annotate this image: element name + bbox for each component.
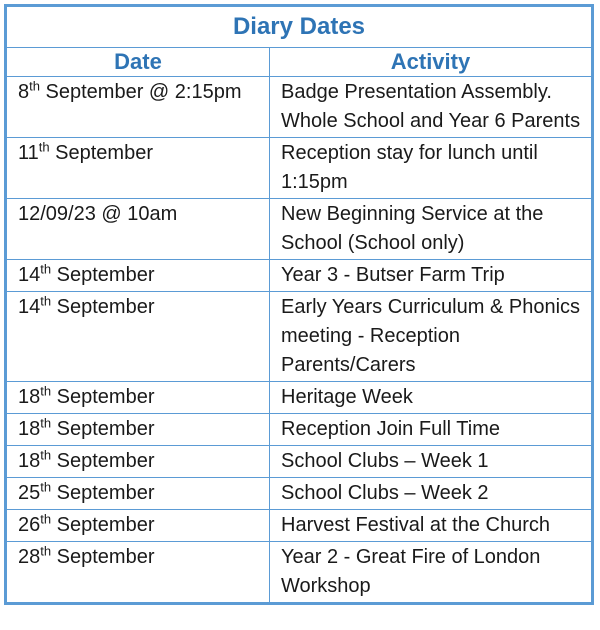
- date-text: September: [51, 386, 155, 408]
- date-cell: [7, 414, 270, 446]
- date-day: 26: [18, 514, 41, 536]
- date-text: September @ 2:15pm: [39, 81, 242, 103]
- date-ordinal-suffix: th: [40, 261, 52, 277]
- activity-cell: Badge Presentation Assembly. Whole School and Year 6 Parents: [270, 77, 592, 138]
- table-row: [7, 260, 592, 292]
- date-cell: [7, 446, 270, 478]
- table-row: [7, 414, 592, 446]
- date-ordinal-suffix: th: [40, 293, 52, 309]
- table-title: Diary Dates: [7, 7, 592, 48]
- activity-cell: Heritage Week: [270, 382, 592, 414]
- date-text: September: [49, 142, 153, 164]
- date-day: 11: [18, 142, 39, 164]
- table-row: [7, 542, 592, 603]
- date-day: 28: [18, 546, 41, 568]
- date-ordinal-suffix: th: [40, 511, 52, 527]
- date-day: 8: [18, 81, 30, 103]
- table-row: [7, 382, 592, 414]
- date-ordinal-suffix: th: [40, 479, 52, 495]
- date-cell: [7, 77, 270, 138]
- date-text: September: [51, 482, 155, 504]
- date-cell: [7, 510, 270, 542]
- date-text: September: [51, 296, 155, 318]
- activity-cell: Year 3 - Butser Farm Trip: [270, 260, 592, 292]
- date-ordinal-suffix: th: [40, 415, 52, 431]
- date-day: 14: [18, 296, 41, 318]
- column-header-activity: Activity: [270, 48, 592, 77]
- date-cell: [7, 292, 270, 382]
- table-row: [7, 138, 592, 199]
- date-ordinal-suffix: th: [29, 78, 40, 94]
- date-ordinal-suffix: th: [40, 447, 52, 463]
- activity-cell: New Beginning Service at the School (School only): [270, 199, 592, 260]
- table-row: [7, 478, 592, 510]
- date-cell: [7, 138, 270, 199]
- activity-cell: School Clubs – Week 1: [270, 446, 592, 478]
- date-cell: [7, 478, 270, 510]
- date-text: September: [51, 514, 155, 536]
- date-ordinal-suffix: th: [40, 383, 52, 399]
- date-day: 25: [18, 482, 41, 504]
- table-row: [7, 199, 592, 260]
- date-text: September: [51, 264, 155, 286]
- diary-dates-table: [6, 6, 592, 603]
- activity-cell: Early Years Curriculum & Phonics meeting - Reception Parents/Carers: [270, 292, 592, 382]
- date-day: 18: [18, 386, 41, 408]
- table-row: [7, 292, 592, 382]
- date-ordinal-suffix: th: [40, 543, 52, 559]
- date-text: September: [51, 546, 155, 568]
- activity-cell: Reception Join Full Time: [270, 414, 592, 446]
- date-text: September: [51, 450, 155, 472]
- table-row: [7, 77, 592, 138]
- date-ordinal-suffix: th: [38, 139, 50, 155]
- activity-cell: Reception stay for lunch until 1:15pm: [270, 138, 592, 199]
- activity-cell: Harvest Festival at the Church: [270, 510, 592, 542]
- date-cell: [7, 542, 270, 603]
- date-day: 18: [18, 450, 41, 472]
- activity-cell: School Clubs – Week 2: [270, 478, 592, 510]
- table-row: [7, 510, 592, 542]
- table-row: [7, 446, 592, 478]
- diary-dates-table-frame: [4, 4, 594, 605]
- date-cell: [7, 382, 270, 414]
- table-body: [7, 77, 592, 603]
- date-day: 18: [18, 418, 41, 440]
- date-text: September: [51, 418, 155, 440]
- date-day: 12/09/23 @ 10am: [18, 203, 178, 225]
- date-day: 14: [18, 264, 41, 286]
- date-cell: [7, 260, 270, 292]
- activity-cell: Year 2 - Great Fire of London Workshop: [270, 542, 592, 603]
- date-cell: [7, 199, 270, 260]
- column-header-date: Date: [7, 48, 270, 77]
